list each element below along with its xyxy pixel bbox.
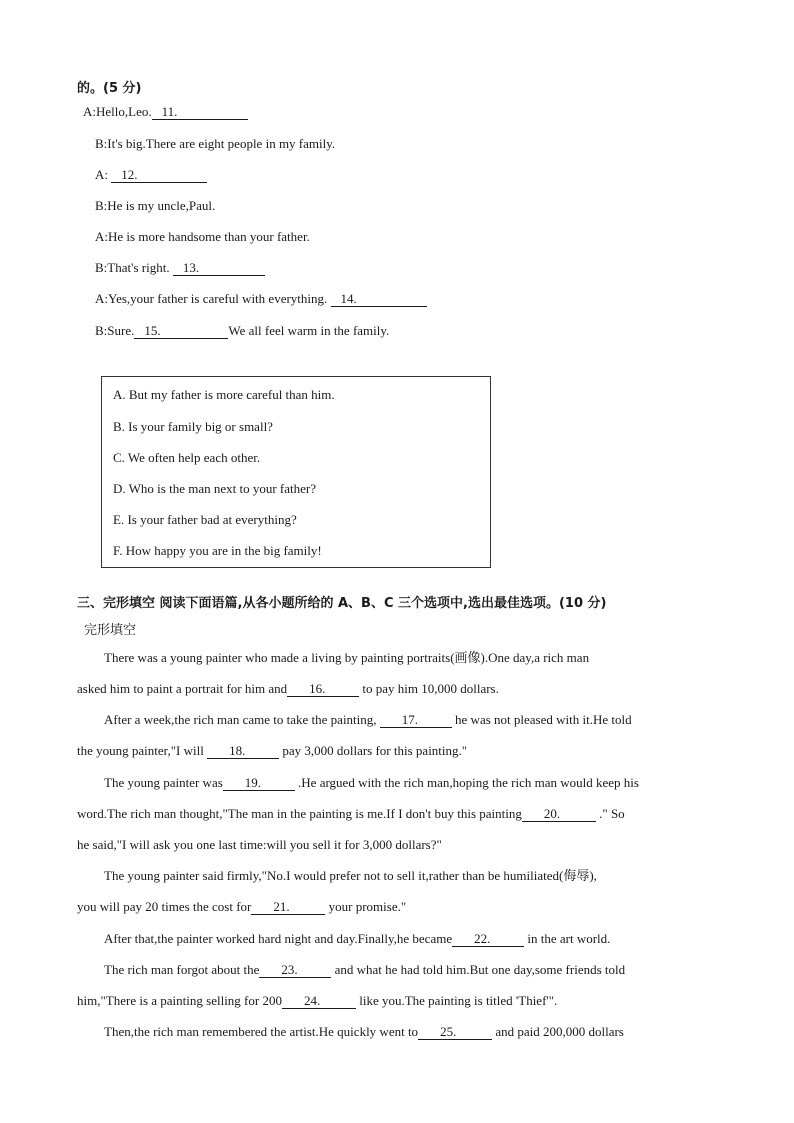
dialogue-line-3: A: 12. — [95, 167, 207, 183]
blank-12[interactable]: 12. — [111, 168, 207, 183]
blank-16[interactable]: 16. — [287, 682, 359, 697]
blank-14[interactable]: 14. — [331, 292, 427, 307]
section-title: 三、完形填空 阅读下面语篇,从各小题所给的 A、B、C 三个选项中,选出最佳选项。(10 分) — [77, 596, 607, 611]
blank-23[interactable]: 23. — [259, 963, 331, 978]
blank-17[interactable]: 17. — [380, 713, 452, 728]
blank-25[interactable]: 25. — [418, 1025, 492, 1040]
passage-line: the young painter,"I will 18. pay 3,000 dollars for this painting." — [77, 743, 468, 758]
passage-line: you will pay 20 times the cost for 21. your promise." — [77, 899, 407, 914]
section-heading-fragment: 的。(5 分) — [77, 81, 142, 96]
section-subtitle: 完形填空 — [84, 623, 137, 638]
option-d: D. Who is the man next to your father? — [113, 481, 317, 496]
blank-19[interactable]: 19. — [223, 776, 295, 791]
passage-line: asked him to paint a portrait for him and 16. to pay him 10,000 dollars. — [77, 681, 499, 696]
passage-line: The young painter was 19. .He argued with the rich man,hoping the rich man would keep his — [104, 775, 639, 790]
passage-line: he said,"I will ask you one last time:will you sell it for 3,000 dollars?" — [77, 837, 442, 852]
blank-15[interactable]: 15. — [134, 324, 228, 339]
passage-line: After a week,the rich man came to take the painting, 17. he was not pleased with it.He told — [104, 712, 632, 727]
dialogue-line-2: B:It's big.There are eight people in my family. — [95, 136, 336, 151]
dialogue-line-4: B:He is my uncle,Paul. — [95, 198, 216, 213]
dialogue-line-1: A:Hello,Leo. 11. — [83, 104, 248, 120]
dialogue-line-6: B:That's right. 13. — [95, 260, 265, 276]
blank-21[interactable]: 21. — [251, 900, 325, 915]
blank-11[interactable]: 11. — [152, 105, 248, 120]
passage-line: word.The rich man thought,"The man in the painting is me.If I don't buy this painting 20. ." So — [77, 806, 625, 821]
dialogue-line-8: B:Sure. 15. We all feel warm in the family. — [95, 323, 390, 338]
dialogue-line-7: A:Yes,your father is careful with everything. 14. — [95, 291, 427, 307]
options-box — [101, 376, 491, 568]
blank-22[interactable]: 22. — [452, 932, 524, 947]
passage-line: After that,the painter worked hard night and day.Finally,he became 22. in the art world. — [104, 931, 611, 946]
passage-line: Then,the rich man remembered the artist.He quickly went to 25. and paid 200,000 dollars — [104, 1024, 624, 1039]
blank-13[interactable]: 13. — [173, 261, 265, 276]
option-b: B. Is your family big or small? — [113, 419, 273, 434]
passage-line: There was a young painter who made a living by painting portraits(画像).One day,a rich man — [104, 650, 590, 665]
blank-20[interactable]: 20. — [522, 807, 596, 822]
blank-18[interactable]: 18. — [207, 744, 279, 759]
option-f: F. How happy you are in the big family! — [113, 543, 322, 558]
option-e: E. Is your father bad at everything? — [113, 512, 297, 527]
passage-line: The rich man forgot about the 23. and what he had told him.But one day,some friends told — [104, 962, 626, 977]
option-a: A. But my father is more careful than him. — [113, 387, 335, 402]
passage-line: The young painter said firmly,"No.I would prefer not to sell it,rather than be humiliated(侮辱), — [104, 868, 597, 883]
blank-24[interactable]: 24. — [282, 994, 356, 1009]
option-c: C. We often help each other. — [113, 450, 261, 465]
passage-line: him,"There is a painting selling for 200 24. like you.The painting is titled 'Thief'". — [77, 993, 558, 1008]
dialogue-line-5: A:He is more handsome than your father. — [95, 229, 310, 244]
